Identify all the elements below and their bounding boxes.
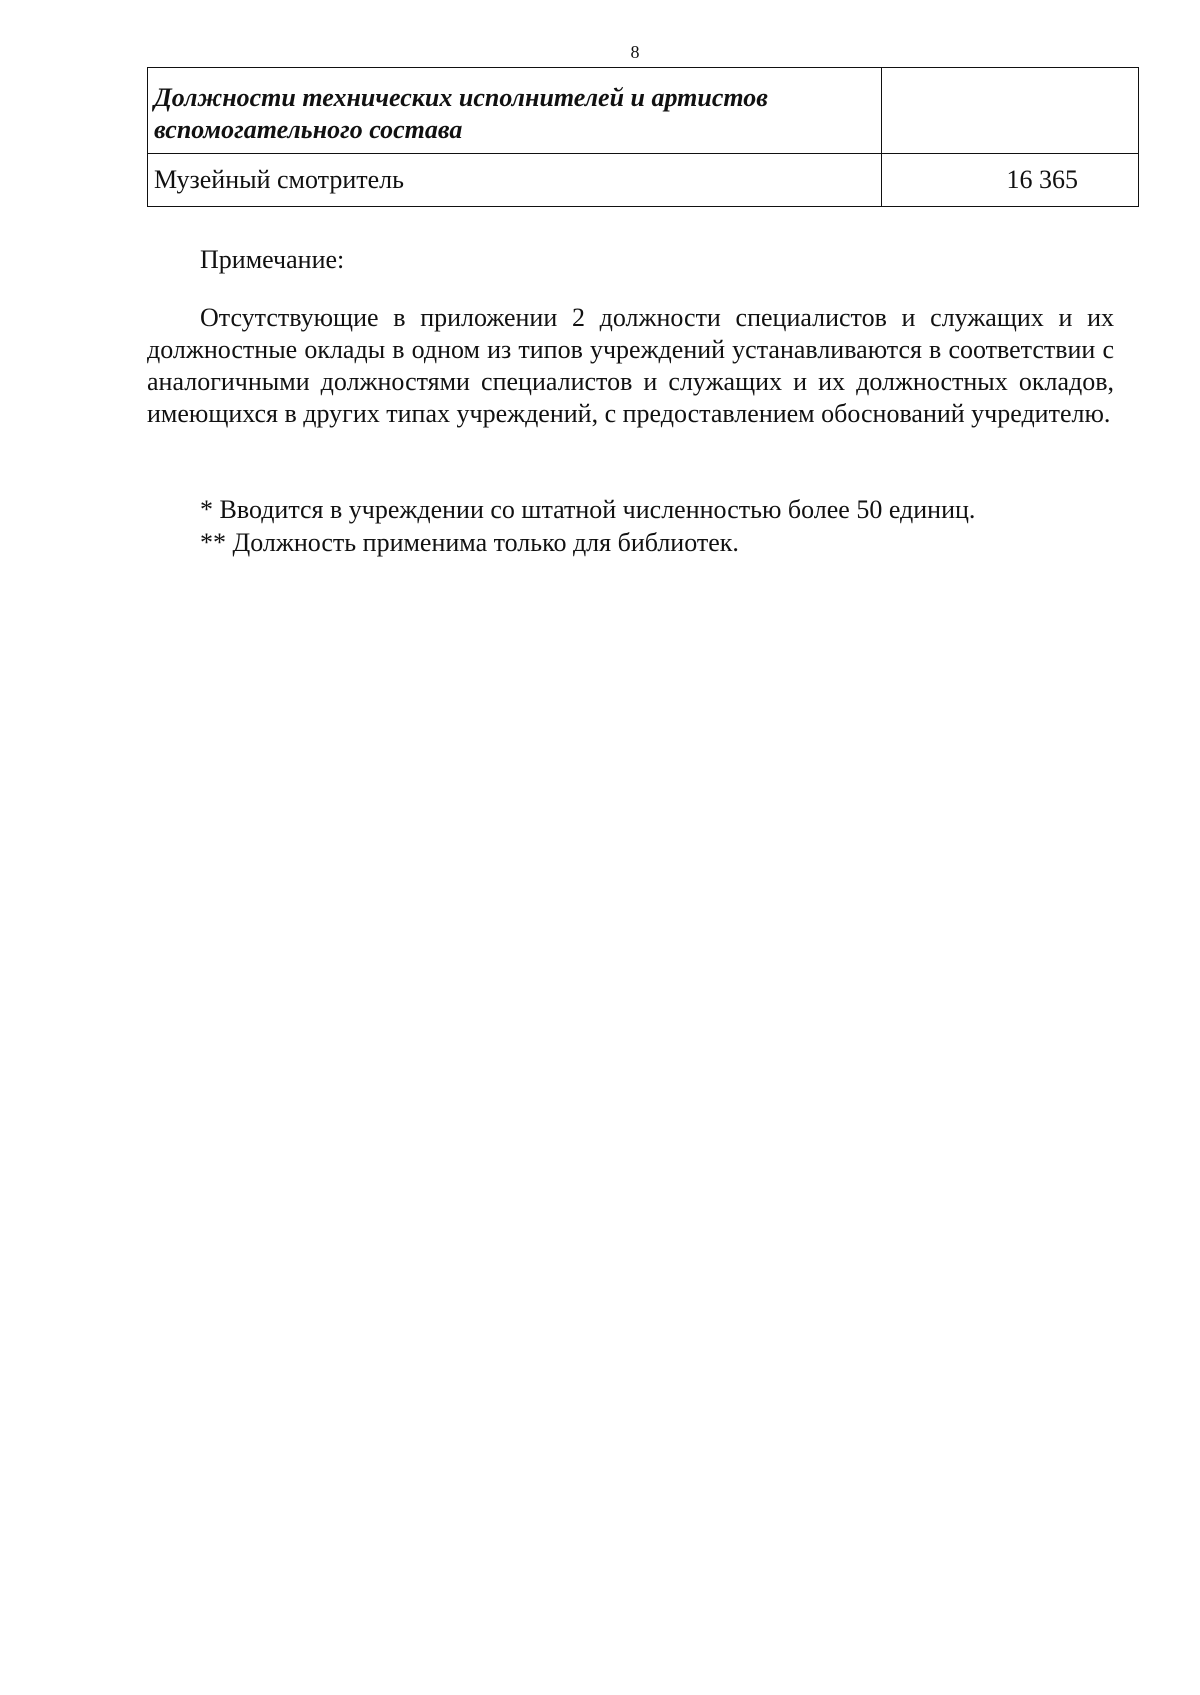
position-cell: Музейный смотритель — [148, 154, 882, 207]
section-title-cell — [148, 68, 882, 154]
note-paragraph: Отсутствующие в приложении 2 должности специалистов и служащих и их должностные оклады в одном из типов учреждений устанавливаются в соответствии с аналогичными должностями специалистов и служащих и их должностных окладов, имеющихся в других типах учреждений, с предоставлением обоснований учредителю. — [147, 303, 1114, 428]
table-row — [148, 154, 1139, 207]
section-value-cell — [882, 68, 1139, 154]
section-title: Должности технических исполнителей и артистов вспомогательного состава — [154, 83, 768, 144]
salary-table — [147, 67, 1139, 207]
footnote-2: ** Должность применима только для библиотек. — [200, 528, 739, 557]
salary-cell: 16 365 — [882, 154, 1139, 207]
page-number: 8 — [630, 42, 640, 62]
note-heading: Примечание: — [200, 245, 345, 274]
table-section-row — [148, 68, 1139, 154]
footnote-1: * Вводится в учреждении со штатной численностью более 50 единиц. — [200, 495, 976, 524]
footnotes — [147, 493, 1114, 559]
